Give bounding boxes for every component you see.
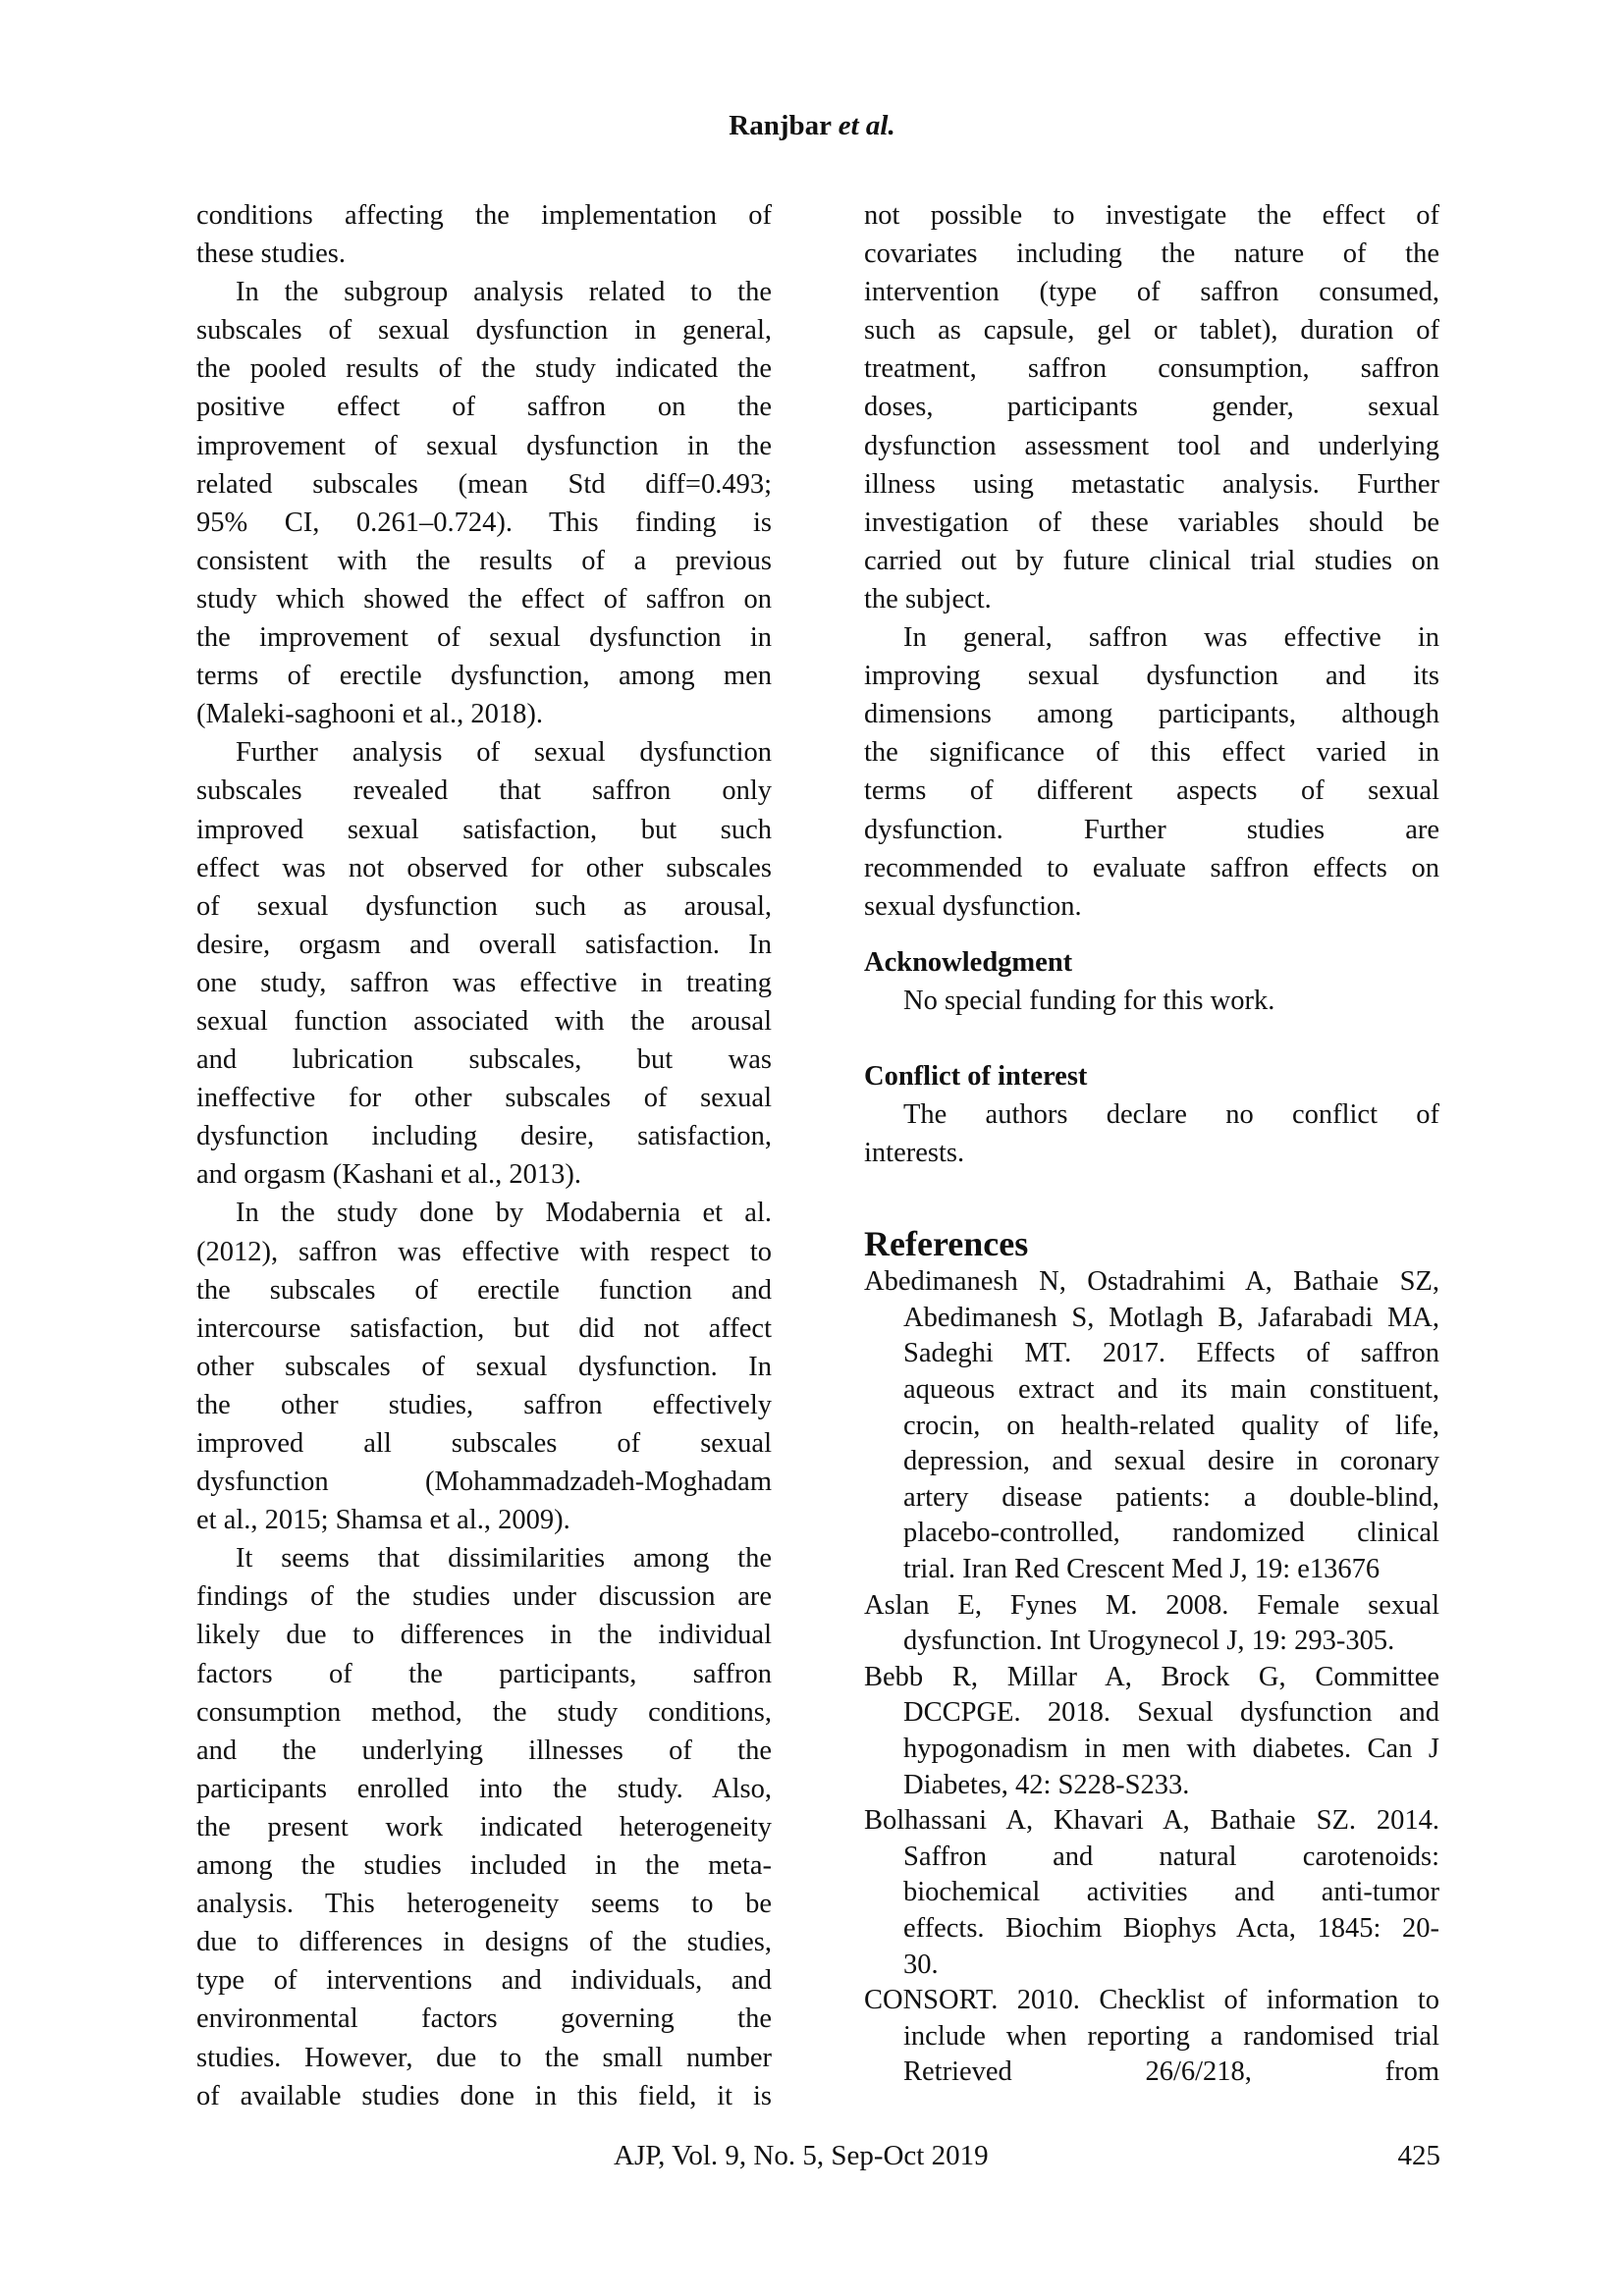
text-line: and orgasm (Kashani et al., 2013). bbox=[196, 1159, 582, 1191]
text-line: the improvement of sexual dysfunction in bbox=[196, 622, 772, 654]
conflict-text-line-2: interests. bbox=[864, 1138, 965, 1169]
text-line: dysfunction (Mohammadzadeh-Moghadam bbox=[196, 1467, 772, 1498]
text-line: improving sexual dysfunction and its bbox=[864, 661, 1439, 692]
text-line: conditions affecting the implementation of bbox=[196, 200, 772, 231]
text-line: one study, saffron was effective in treating bbox=[196, 967, 772, 998]
text-line: 95% CI, 0.261–0.724). This finding is bbox=[196, 507, 772, 538]
text-line: type of interventions and individuals, and bbox=[196, 1965, 772, 1997]
text-line: participants enrolled into the study. Also, bbox=[196, 1773, 772, 1804]
text-line: these studies. bbox=[196, 239, 346, 270]
text-line: sexual function associated with the arousal bbox=[196, 1005, 772, 1037]
references-list bbox=[864, 1264, 1439, 2091]
acknowledgment-text: No special funding for this work. bbox=[903, 985, 1275, 1016]
text-line: findings of the studies under discussion are bbox=[196, 1581, 772, 1613]
running-head bbox=[0, 110, 1624, 142]
text-line: environmental factors governing the bbox=[196, 2003, 772, 2035]
text-line: effect was not observed for other subscales bbox=[196, 852, 772, 883]
text-line: doses, participants gender, sexual bbox=[864, 392, 1439, 423]
reference-line: Sadeghi MT. 2017. Effects of saffron bbox=[903, 1338, 1439, 1369]
reference-entry bbox=[864, 1983, 1439, 2091]
text-line: dimensions among participants, although bbox=[864, 699, 1439, 730]
reference-line: dysfunction. Int Urogynecol J, 19: 293-305. bbox=[903, 1626, 1395, 1657]
text-line: consumption method, the study conditions, bbox=[196, 1696, 772, 1728]
text-line: In general, saffron was effective in bbox=[903, 622, 1439, 654]
text-line: consistent with the results of a previous bbox=[196, 545, 772, 576]
text-line: positive effect of saffron on the bbox=[196, 392, 772, 423]
text-line: dysfunction. Further studies are bbox=[864, 814, 1439, 845]
reference-entry bbox=[864, 1660, 1439, 1803]
reference-line: Saffron and natural carotenoids: bbox=[903, 1841, 1439, 1872]
text-line: In the subgroup analysis related to the bbox=[236, 277, 772, 308]
reference-line: Bolhassani A, Khavari A, Bathaie SZ. 2014. bbox=[864, 1805, 1439, 1837]
reference-entry bbox=[864, 1803, 1439, 1983]
page-number: 425 bbox=[1397, 2140, 1440, 2171]
text-line: improvement of sexual dysfunction in the bbox=[196, 430, 772, 461]
reference-line: effects. Biochim Biophys Acta, 1845: 20- bbox=[903, 1912, 1439, 1944]
running-head-etal: et al. bbox=[838, 110, 895, 141]
text-line: dysfunction including desire, satisfaction, bbox=[196, 1121, 772, 1152]
reference-line: artery disease patients: a double-blind, bbox=[903, 1481, 1439, 1513]
text-line: subscales revealed that saffron only bbox=[196, 775, 772, 807]
running-head-author: Ranjbar bbox=[729, 110, 832, 141]
text-line: intercourse satisfaction, but did not affect bbox=[196, 1312, 772, 1344]
left-column bbox=[196, 196, 772, 2115]
text-line: the present work indicated heterogeneity bbox=[196, 1811, 772, 1842]
text-line: among the studies included in the meta- bbox=[196, 1850, 772, 1882]
text-line: other subscales of sexual dysfunction. In bbox=[196, 1351, 772, 1382]
right-column bbox=[864, 196, 1439, 2091]
text-line: improved sexual satisfaction, but such bbox=[196, 814, 772, 845]
text-line: factors of the participants, saffron bbox=[196, 1658, 772, 1689]
text-line: illness using metastatic analysis. Further bbox=[864, 468, 1439, 500]
acknowledgment-heading: Acknowledgment bbox=[864, 946, 1073, 978]
text-line: (2012), saffron was effective with respect to bbox=[196, 1236, 772, 1267]
text-line: terms of erectile dysfunction, among men bbox=[196, 661, 772, 692]
reference-line: Bebb R, Millar A, Brock G, Committee bbox=[864, 1661, 1439, 1692]
reference-line: Diabetes, 42: S228-S233. bbox=[903, 1769, 1190, 1800]
text-line: covariates including the nature of the bbox=[864, 239, 1439, 270]
reference-line: CONSORT. 2010. Checklist of information to bbox=[864, 1985, 1439, 2016]
reference-line: Abedimanesh N, Ostadrahimi A, Bathaie SZ, bbox=[864, 1266, 1439, 1298]
reference-line: aqueous extract and its main constituent, bbox=[903, 1374, 1439, 1406]
references-heading: References bbox=[864, 1224, 1029, 1264]
reference-line: Retrieved 26/6/218, from bbox=[903, 2056, 1439, 2088]
text-line: investigation of these variables should be bbox=[864, 507, 1439, 538]
reference-line: DCCPGE. 2018. Sexual dysfunction and bbox=[903, 1697, 1439, 1729]
text-line: desire, orgasm and overall satisfaction. In bbox=[196, 929, 772, 960]
reference-line: Aslan E, Fynes M. 2008. Female sexual bbox=[864, 1589, 1439, 1621]
reference-line: trial. Iran Red Crescent Med J, 19: e13676 bbox=[903, 1554, 1380, 1584]
text-line: It seems that dissimilarities among the bbox=[236, 1543, 772, 1575]
text-line: treatment, saffron consumption, saffron bbox=[864, 353, 1439, 385]
reference-line: biochemical activities and anti-tumor bbox=[903, 1877, 1439, 1908]
text-line: improved all subscales of sexual bbox=[196, 1428, 772, 1459]
text-line: subscales of sexual dysfunction in general, bbox=[196, 315, 772, 347]
text-line: study which showed the effect of saffron on bbox=[196, 583, 772, 614]
reference-line: Abedimanesh S, Motlagh B, Jafarabadi MA, bbox=[903, 1302, 1439, 1333]
text-line: such as capsule, gel or tablet), duration of bbox=[864, 315, 1439, 347]
reference-line: include when reporting a randomised trial bbox=[903, 2020, 1439, 2052]
reference-line: 30. bbox=[903, 1949, 939, 1980]
text-line: the pooled results of the study indicated the bbox=[196, 353, 772, 385]
text-line: carried out by future clinical trial studies on bbox=[864, 545, 1439, 576]
text-line: dysfunction assessment tool and underlying bbox=[864, 430, 1439, 461]
text-line: In the study done by Modabernia et al. bbox=[236, 1198, 772, 1229]
text-line: Further analysis of sexual dysfunction bbox=[236, 737, 772, 769]
conflict-heading: Conflict of interest bbox=[864, 1060, 1088, 1092]
text-line: the subscales of erectile function and bbox=[196, 1274, 772, 1306]
text-line: the significance of this effect varied in bbox=[864, 737, 1439, 769]
conflict-text-line-1: The authors declare no conflict of bbox=[903, 1099, 1439, 1131]
text-line: and the underlying illnesses of the bbox=[196, 1735, 772, 1766]
text-line: analysis. This heterogeneity seems to be bbox=[196, 1889, 772, 1920]
journal-citation: AJP, Vol. 9, No. 5, Sep-Oct 2019 bbox=[614, 2140, 989, 2171]
text-line: sexual dysfunction. bbox=[864, 890, 1082, 922]
text-line: studies. However, due to the small number bbox=[196, 2042, 772, 2073]
text-line: the subject. bbox=[864, 583, 992, 614]
text-line: ineffective for other subscales of sexual bbox=[196, 1083, 772, 1114]
text-line: of sexual dysfunction such as arousal, bbox=[196, 890, 772, 922]
text-line: the other studies, saffron effectively bbox=[196, 1389, 772, 1420]
text-line: terms of different aspects of sexual bbox=[864, 775, 1439, 807]
right-body-text bbox=[864, 196, 1439, 926]
text-line: et al., 2015; Shamsa et al., 2009). bbox=[196, 1505, 570, 1536]
text-line: related subscales (mean Std diff=0.493; bbox=[196, 468, 772, 500]
text-line: (Maleki-saghooni et al., 2018). bbox=[196, 699, 543, 730]
reference-entry bbox=[864, 1588, 1439, 1660]
text-line: likely due to differences in the individual bbox=[196, 1620, 772, 1651]
text-line: not possible to investigate the effect of bbox=[864, 200, 1439, 231]
reference-line: depression, and sexual desire in coronary bbox=[903, 1446, 1439, 1477]
reference-line: crocin, on health-related quality of life, bbox=[903, 1410, 1439, 1441]
reference-line: hypogonadism in men with diabetes. Can J bbox=[903, 1733, 1439, 1764]
text-line: recommended to evaluate saffron effects on bbox=[864, 852, 1439, 883]
text-line: due to differences in designs of the studies, bbox=[196, 1927, 772, 1958]
reference-entry bbox=[864, 1264, 1439, 1587]
reference-line: placebo-controlled, randomized clinical bbox=[903, 1518, 1439, 1549]
text-line: of available studies done in this field, it is bbox=[196, 2080, 772, 2111]
text-line: and lubrication subscales, but was bbox=[196, 1044, 772, 1076]
text-line: intervention (type of saffron consumed, bbox=[864, 277, 1439, 308]
page-footer bbox=[614, 2136, 1440, 2175]
